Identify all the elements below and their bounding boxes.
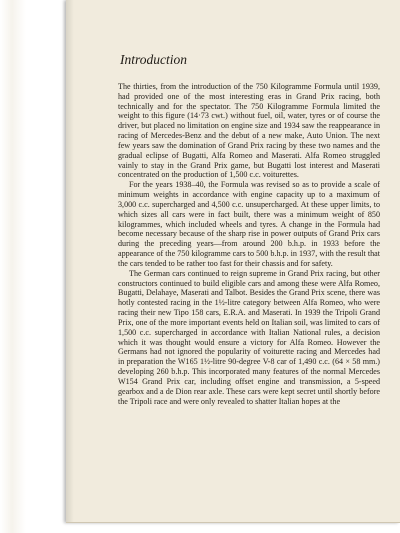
book-page: [66, 0, 400, 523]
body-text: [118, 82, 380, 406]
paragraph-2: For the years 1938–40, the Formula was revised so as to provide a scale of minimum weights in accordance with engine capacity up to a maximum of 3,000 c.c. supercharged and 4,500 c.c. unsupercharged. At these upper limits, to which sizes all cars were in fact built, there was a minimum weight of 850 kilogrammes, which included wheels and tyres. A change in the Formula had become necessary because of the sharp rise in power outputs of Grand Prix cars during the preceding years—from around 200 b.h.p. in 1933 before the appearance of the 750 kilogramme cars to 500 b.h.p. in 1937, with the result that the cars tended to be rather too fast for their chassis and for safety.: [118, 180, 380, 268]
paragraph-3: The German cars continued to reign supreme in Grand Prix racing, but other constructors continued to build eligible cars and among these were Alfa Romeo, Bugatti, Delahaye, Maserati and Talbot. Besides the Grand Prix scene, there was hotly contested racing in the 1½-litre category between Alfa Romeo, who were racing their new Tipo 158 cars, E.R.A. and Maserati. In 1939 the Tripoli Grand Prix, one of the more important events held on Italian soil, was limited to cars of 1,500 c.c. supercharged in accordance with Italian National rules, a decision which it was thought would ensure a victory for Alfa Romeo. However the Germans had not ignored the popularity of voiturette racing and Mercedes had in preparation the W165 1½-litre 90-degree V-8 car of 1,490 c.c. (64 × 58 mm.) developing 260 b.h.p. This incorporated many features of the normal Mercedes W154 Grand Prix car, including offset engine and transmission, a 5-speed gearbox and a de Dion rear axle. These cars were kept secret until shortly before the Tripoli race and were only revealed to shatter Italian hopes at the: [118, 268, 380, 406]
chapter-heading: Introduction: [120, 52, 187, 67]
paragraph-1: The thirties, from the introduction of the 750 Kilogramme Formula until 1939, had provided one of the most interesting eras in Grand Prix racing, both technically and for the spectator. The 750 Kilogramme Formula limited the weight to this figure (14·73 cwt.) without fuel, oil, water, tyres or of course the driver, but placed no limitation on engine size and 1934 saw the reappearance in racing of Mercedes-Benz and the debut of a new make, Auto Union. The next few years saw the domination of Grand Prix racing by these two names and the gradual eclipse of Bugatti, Alfa Romeo and Maserati. Alfa Romeo struggled vainly to stay in the Grand Prix game, but Bugatti lost interest and Maserati concentrated on the production of 1,500 c.c. voiturettes.: [118, 82, 380, 180]
